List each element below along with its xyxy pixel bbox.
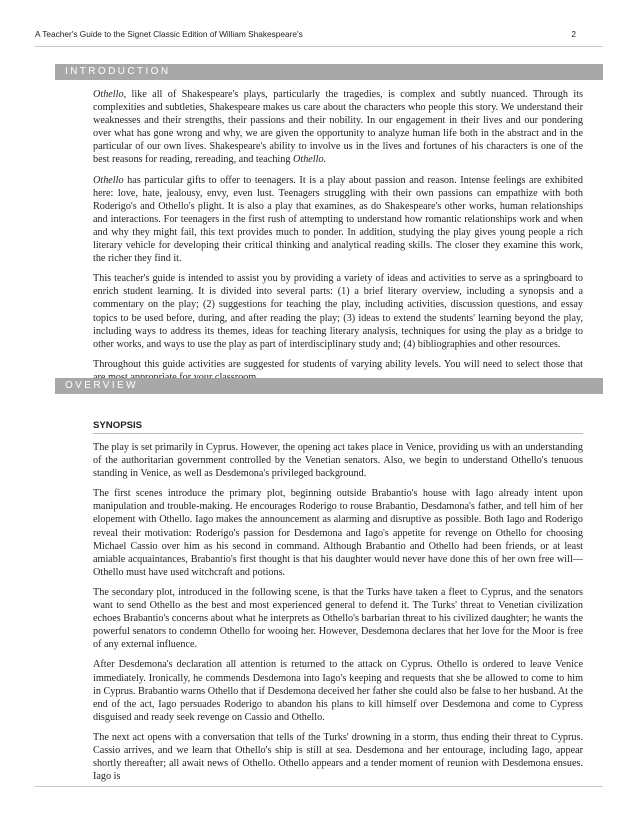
synopsis-heading: SYNOPSIS	[93, 420, 583, 434]
header-rule	[35, 46, 603, 47]
intro-paragraph-4: Throughout this guide activities are suggested for students of varying ability levels. You will need to select those that	[93, 358, 583, 370]
intro-p2-text: has particular gifts to offer to teenagers. It is a play about passion and reason. Intense feelings are exhibited here: love, hate, jealousy, envy, even lust. Teenagers struggling with their own passions can empathize with both Roderigo's and Othello's plight. It is also a play that examines, as do Shakespeare's other works, human relationships and interactions. For teenagers in the first rush of attempting to understand how romantic relationships work and when and why they might fail, this text provides much to ponder. In addition, studying the play gives young people a rich literary vehicle for developing their critical thinking and analytical reading skills. The closer they examine this work, the richer they find it.	[93, 174, 583, 265]
synopsis-paragraph-1: The play is set primarily in Cyprus. However, the opening act takes place in Venice, providing us with an understanding of the authoritarian government controlled by the Venetian senators. Also, we begin to understand Othello's tenuous standing in Venice, as well as Desdemona's privileged background.	[93, 442, 583, 480]
synopsis-paragraph-3: The secondary plot, introduced in the following scene, is that the Turks have taken a fleet to Cyprus, and the senators want to send Othello as the best and most experienced general to defend it. The Turks' threat to Venetian civilization echoes Brabantio's concerns about what he interprets as Othello's barbarian threat to his civilized daughter; he wants the powerful senators to condemn Othello for wooing her. However, Desdemona declares that her love for the Moor is free of any external influence.	[93, 586, 583, 651]
page-number: 2	[571, 29, 576, 39]
intro-paragraph-2	[93, 174, 583, 266]
running-header	[35, 27, 576, 41]
introduction-body	[93, 88, 583, 391]
overview-heading: OVERVIEW	[55, 378, 603, 394]
synopsis-paragraph-2: The first scenes introduce the primary plot, beginning outside Brabantio's house with Iago already intent upon manipulation and trouble-making. He encourages Roderigo to rouse Brabantio, Desdamona's father, and tell him of her elopement with Othello. Iago makes the announcement as alarming and disruptive as possible. Both Iago and Roderigo reveal their motivation: Roderigo's passion for Desdemona and Iago's appetite for revenge on Othello for choosing Michael Cassio over him as his second in command. Although Brabantio and Othello had been friends, or at least amiable acquaintances, Brabantio's first thought is that his daughter would never have done this of her own free will—Othello must have used witchcraft and potions.	[93, 488, 583, 578]
intro-paragraph-3: This teacher's guide is intended to assist you by providing a variety of ideas and activities to serve as a springboard to enrich student learning. It is divided into several parts: (1) a brief literary overview, including a synopsis and a commentary on the play; (2) suggestions for teaching the play, including activities, discussion questions, and essay topics to be used before, during, and after reading the play; (3) ideas to extend the students' learning beyond the play, including ways to address its themes, ideas for teaching literary analysis, techniques for using the play as a bridge to other works, and ways to use the play as part of interdisciplinary study and; (4) bibliographies and other resources.	[93, 273, 583, 350]
intro-p1-text: , like all of Shakespeare's plays, particularly the tragedies, is complex and subtly nuanced. Through its complexities and subtleties, Shakespeare makes us care about the characters who people this story. We understand their weaknesses and their strengths, their passions and their nobility. In our engagement in their lives and our pondering over what has gone wrong and why, we are given the opportunity to analyze human life both in the abstract and in the particular of our own lives. Shakespeare's ability to involve us in the lives and fortunes of his characters is one of the best reasons for reading, rereading, and teaching	[93, 89, 583, 166]
intro-p1-title-end: Othello.	[293, 154, 327, 166]
footer-rule	[35, 786, 603, 787]
intro-paragraph-1	[93, 88, 583, 167]
header-title: A Teacher's Guide to the Signet Classic Edition of William Shakespeare's	[35, 29, 303, 39]
synopsis-body	[93, 441, 583, 790]
synopsis-paragraph-5: The next act opens with a conversation that tells of the Turks' drowning in a storm, thus ending their threat to Cyprus. Cassio arrives, and we learn that Othello's ship is still at sea. Desdemona and her entourage, including Iago, appear shortly thereafter; all await news of Othello. Othello appears and a tender moment of reunion with Desdemona ensues. Iago is	[93, 731, 583, 783]
intro-p2-title: Othello	[93, 174, 124, 186]
introduction-heading: INTRODUCTION	[55, 64, 603, 80]
synopsis-paragraph-4: After Desdemona's declaration all attention is returned to the attack on Cyprus. Othello is ordered to leave Venice immediately. Ironically, he commends Desdemona into Iago's keeping and requests that she be allowed to come to him in Cyprus. Brabantio warns Othello that if Desdemona deceived her father she could also be false to her husband. At the end of the act, Iago persuades Roderigo to abandon his plans to kill himself over Desdemona and come to Cypress disguised and ready seek revenge on Cassio and Othello.	[93, 659, 583, 723]
intro-p1-title: Othello	[93, 89, 124, 100]
